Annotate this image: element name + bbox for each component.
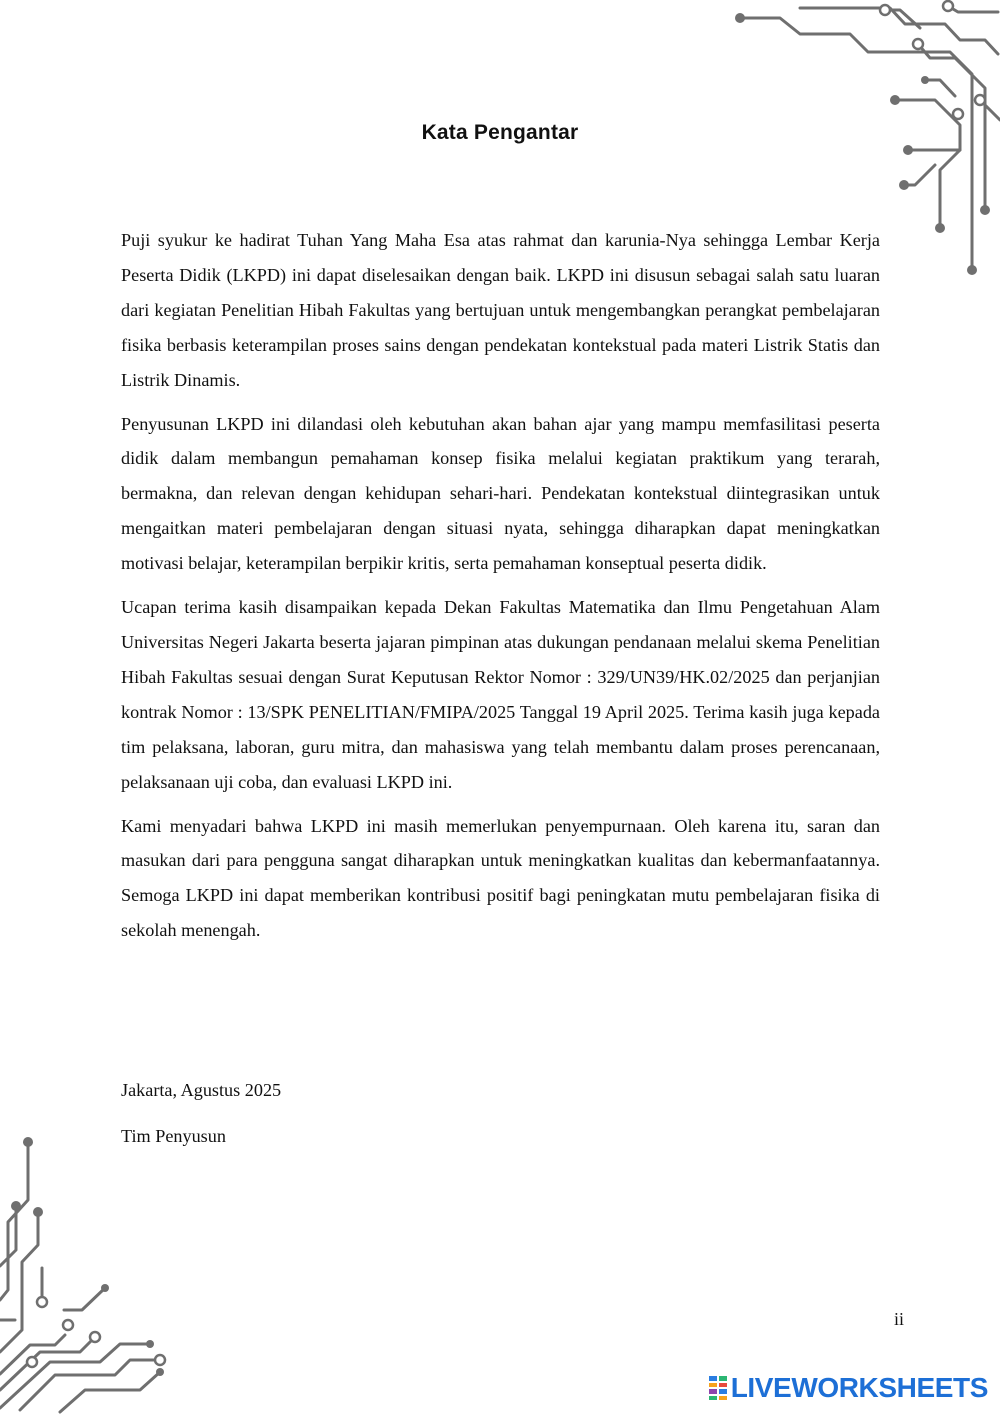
- paragraph: Ucapan terima kasih disampaikan kepada Dekan Fakultas Matematika dan Ilmu Pengetahuan Alam Universitas Negeri Jakarta beserta jajaran pimpinan atas dukungan pendanaan melalui skema Penelitian Hibah Fakultas sesuai dengan Surat Keputusan Rektor Nomor : 329/UN39/HK.02/2025 dan perjanjian kontrak Nomor : 13/SPK PENELITIAN/FMIPA/2025 Tanggal 19 April 2025. Terima kasih juga kepada tim pelaksana, laboran, guru mitra, dan mahasiswa yang telah membantu dalam proses perencanaan, pelaksanaan uji coba, dan evaluasi LKPD ini.: [121, 597, 880, 792]
- signatory: Tim Penyusun: [121, 1126, 226, 1146]
- paragraph: Puji syukur ke hadirat Tuhan Yang Maha Esa atas rahmat dan karunia-Nya sehingga Lembar Kerja Peserta Didik (LKPD) ini dapat diselesaikan dengan baik. LKPD ini disusun sebagai salah satu luaran dari kegiatan Penelitian Hibah Fakultas yang bertujuan untuk mengembangkan perangkat pembelajaran fisika berbasis keterampilan proses sains dengan pendekatan kontekstual pada materi Listrik Statis dan Listrik Dinamis.: [121, 230, 880, 390]
- brand-name: LIVEWORKSHEETS: [730, 1372, 988, 1403]
- paragraph: Kami menyadari bahwa LKPD ini masih memerlukan penyempurnaan. Oleh karena itu, saran dan masukan dari para pengguna sangat diharapkan untuk meningkatkan kualitas dan kebermanfaatannya. Semoga LKPD ini dapat memberikan kontribusi positif bagi peningkatan mutu pembelajaran fisika di sekolah menengah.: [121, 815, 880, 941]
- liveworksheets-brand[interactable]: [708, 1372, 988, 1404]
- logo-tile: [718, 1395, 728, 1402]
- logo-tile: [708, 1395, 718, 1402]
- page-number: ii: [893, 1309, 904, 1329]
- paragraph: Penyusunan LKPD ini dilandasi oleh kebutuhan akan bahan ajar yang mampu memfasilitasi peserta didik dalam membangun pemahaman konsep fisika melalui kegiatan praktikum yang terarah, bermakna, dan relevan dengan kehidupan sehari-hari. Pendekatan kontekstual diintegrasikan untuk mengaitkan materi pembelajaran dengan situasi nyata, sehingga diharapkan dapat meningkatkan motivasi belajar, keterampilan berpikir kritis, serta pemahaman konseptual peserta didik.: [121, 413, 880, 574]
- liveworksheets-logo-icon: [708, 1375, 728, 1401]
- place-date: Jakarta, Agustus 2025: [121, 1080, 282, 1100]
- body-text: [121, 223, 880, 957]
- page-title: Kata Pengantar: [421, 121, 579, 144]
- circuit-bottom-left-icon: [0, 1124, 180, 1414]
